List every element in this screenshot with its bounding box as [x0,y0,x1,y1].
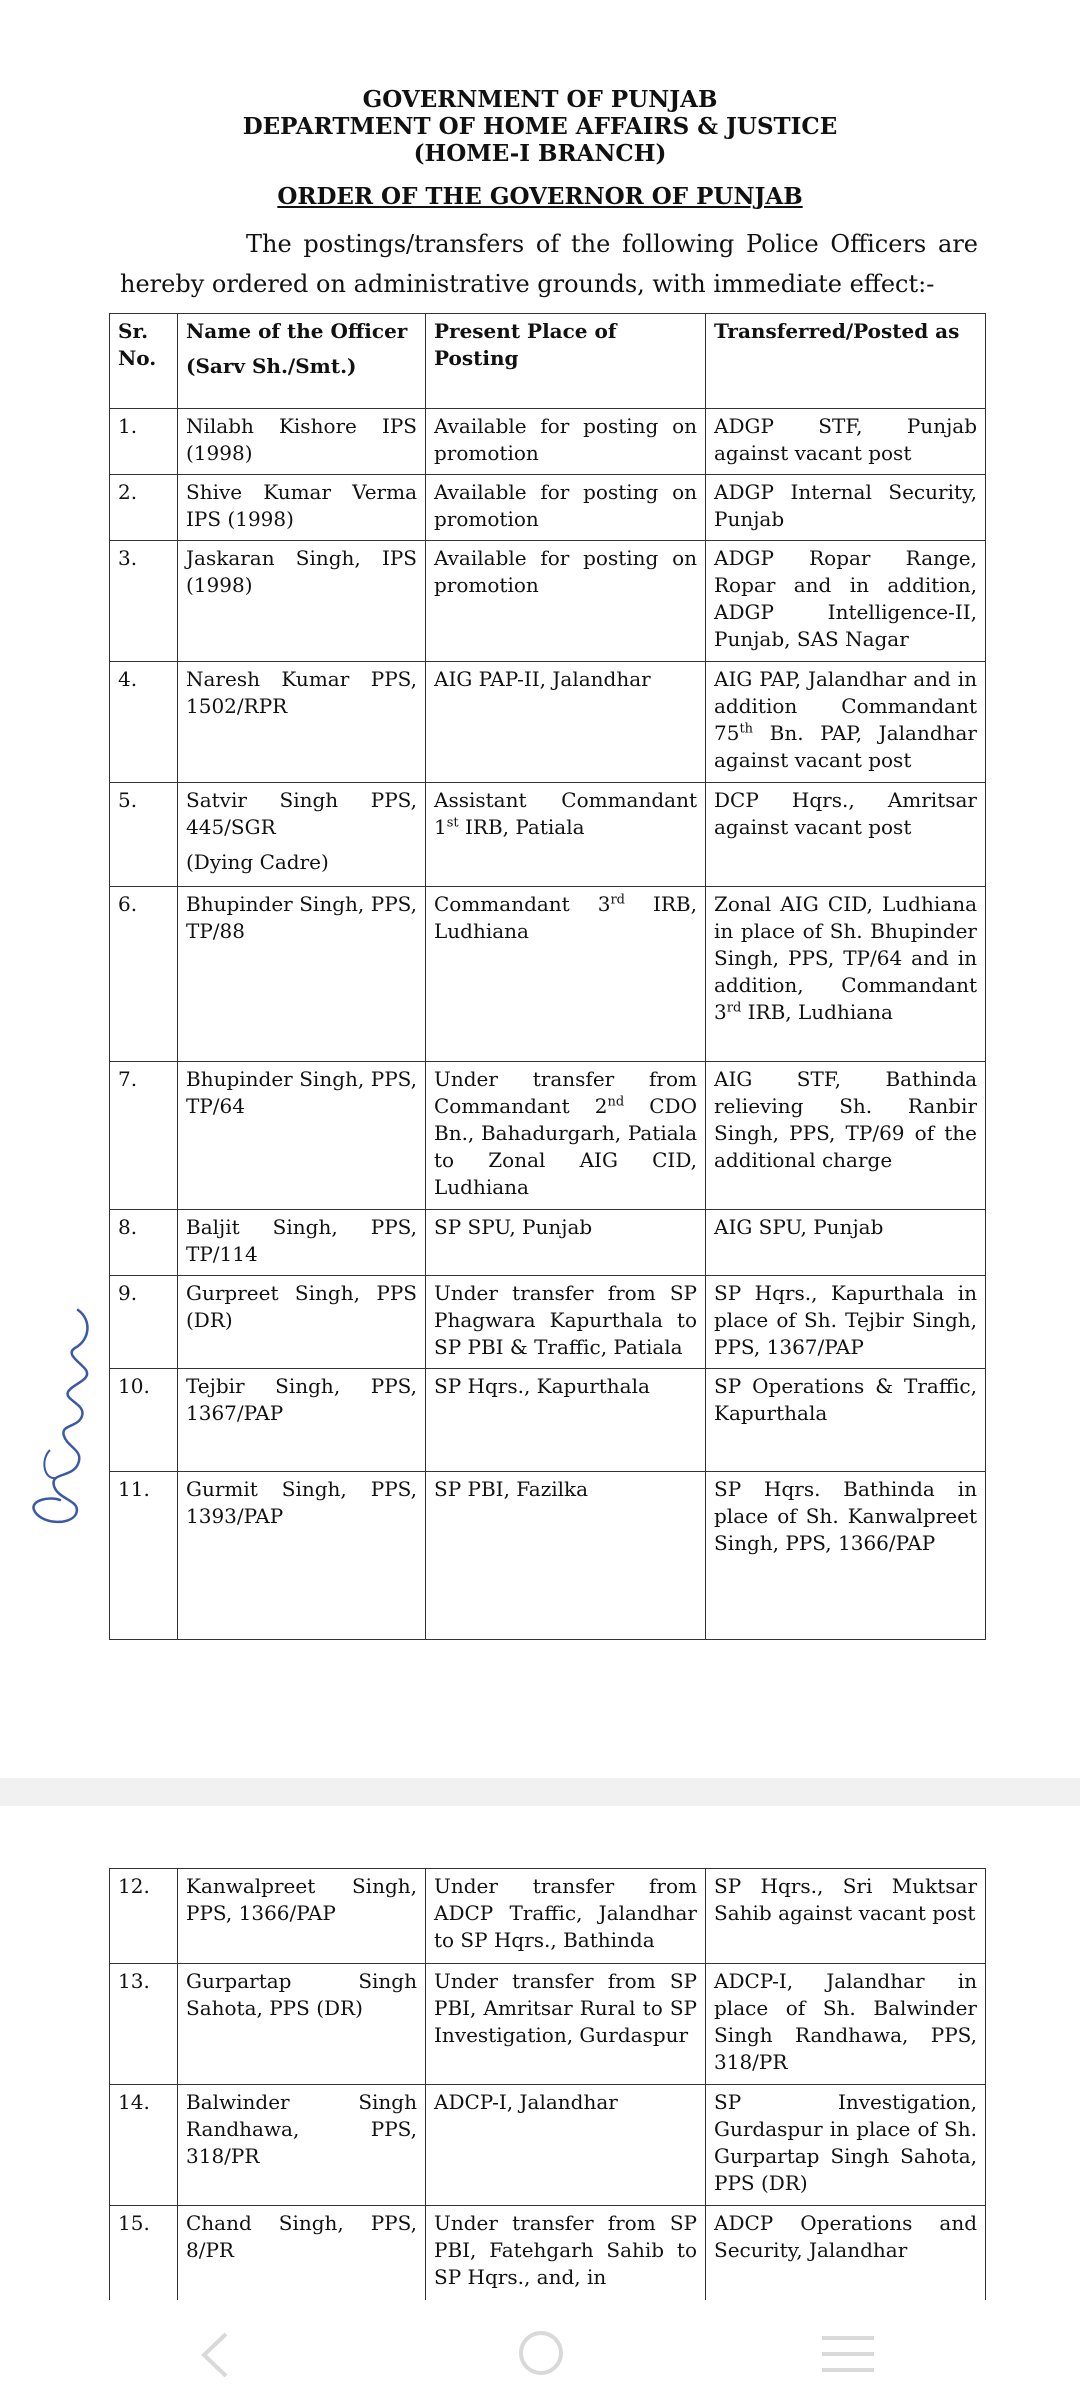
cell-name: Baljit Singh, PPS, TP/114 [178,1210,426,1276]
cell-name: Bhupinder Singh, PPS, TP/64 [178,1062,426,1210]
header-government: GOVERNMENT OF PUNJAB [362,86,718,113]
cell-name: Bhupinder Singh, PPS, TP/88 [178,887,426,1062]
table-row [110,1210,986,1276]
recents-icon[interactable] [820,2334,876,2374]
cell-text: Commandant 3 [434,892,611,916]
cell-name-sub: (Dying Cadre) [186,850,329,874]
table-row [110,887,986,1062]
ordinal-suffix: st [446,815,459,831]
cell-name: Gurpartap Singh Sahota, PPS (DR) [178,1964,426,2085]
header-branch: (HOME-I BRANCH) [413,140,667,167]
table-row [110,1062,986,1210]
cell-present: AIG PAP-II, Jalandhar [426,662,706,783]
table-row [110,2206,986,2301]
cell-name: Gurmit Singh, PPS, 1393/PAP [178,1472,426,1640]
cell-present [426,887,706,1062]
cell-transferred: SP Investigation, Gurdaspur in place of Sh. Gurpartap Singh Sahota, PPS (DR) [706,2085,986,2206]
header-department: DEPARTMENT OF HOME AFFAIRS & JUSTICE [242,113,838,140]
table-row [110,541,986,662]
cell-present [426,783,706,887]
cell-transferred: AIG STF, Bathinda relieving Sh. Ranbir Singh, PPS, TP/69 of the additional charge [706,1062,986,1210]
cell-present [426,1062,706,1210]
cell-sr: 6. [110,887,178,1062]
cell-text: Bn. PAP, Jalandhar against vacant post [714,721,977,772]
cell-sr: 11. [110,1472,178,1640]
cell-text: Assistant Commandant 1 [434,788,697,839]
cell-transferred: SP Hqrs., Sri Muktsar Sahib against vacant post [706,1869,986,1964]
ordinal-suffix: rd [726,1000,742,1016]
header-sr: Sr. No. [110,314,178,409]
cell-transferred [706,887,986,1062]
cell-sr: 12. [110,1869,178,1964]
cell-name: Nilabh Kishore IPS (1998) [178,409,426,475]
cell-present: ADCP-I, Jalandhar [426,2085,706,2206]
cell-sr: 2. [110,475,178,541]
cell-sr: 8. [110,1210,178,1276]
page-gap [0,1778,1080,1806]
cell-name: Gurpreet Singh, PPS (DR) [178,1276,426,1369]
table-row [110,1369,986,1472]
ordinal-suffix: th [739,721,754,737]
cell-name: Tejbir Singh, PPS, 1367/PAP [178,1369,426,1472]
cell-name: Naresh Kumar PPS, 1502/RPR [178,662,426,783]
cell-sr: 15. [110,2206,178,2301]
document-page-2 [0,1806,1080,2306]
ordinal-suffix: rd [610,892,625,908]
home-icon[interactable] [516,2328,566,2378]
table-row [110,2085,986,2206]
cell-text: IRB, Ludhiana [741,1000,893,1024]
cell-name-text: Satvir Singh PPS, 445/SGR [186,788,417,839]
cell-present: Under transfer from SP PBI, Fatehgarh Sahib to SP Hqrs., and, in [426,2206,706,2301]
table-row [110,783,986,887]
cell-sr: 4. [110,662,178,783]
cell-sr: 10. [110,1369,178,1472]
cell-name: Chand Singh, PPS, 8/PR [178,2206,426,2301]
cell-text: Under transfer from Commandant 2 [434,1067,697,1118]
cell-text: AIG PAP, Jalandhar and in addition Commandant 75 [714,667,977,745]
system-nav-bar [0,2300,1080,2408]
cell-transferred: ADCP Operations and Security, Jalandhar [706,2206,986,2301]
order-title: ORDER OF THE GOVERNOR OF PUNJAB [277,183,803,210]
cell-sr: 3. [110,541,178,662]
cell-present: Under transfer from ADCP Traffic, Jalandhar to SP Hqrs., Bathinda [426,1869,706,1964]
cell-name: Kanwalpreet Singh, PPS, 1366/PAP [178,1869,426,1964]
signature-icon [20,1300,100,1530]
cell-present: Under transfer from SP PBI, Amritsar Rural to SP Investigation, Gurdaspur [426,1964,706,2085]
header-present: Present Place of Posting [426,314,706,409]
cell-present: SP Hqrs., Kapurthala [426,1369,706,1472]
header-name [178,314,426,409]
cell-text: IRB, Patiala [458,815,585,839]
cell-transferred [706,662,986,783]
ordinal-suffix: nd [607,1094,625,1110]
cell-name: Jaskaran Singh, IPS (1998) [178,541,426,662]
cell-sr: 5. [110,783,178,887]
cell-sr: 9. [110,1276,178,1369]
cell-transferred: ADCP-I, Jalandhar in place of Sh. Balwinder Singh Randhawa, PPS, 318/PR [706,1964,986,2085]
cell-transferred: DCP Hqrs., Amritsar against vacant post [706,783,986,887]
cell-text: CDO Bn., Bahadurgarh, Patiala to Zonal AIG CID, Ludhiana [434,1094,697,1199]
transfer-table [109,313,986,1640]
header-name-label: Name of the Officer [186,319,408,343]
cell-sr: 7. [110,1062,178,1210]
header-transferred: Transferred/Posted as [706,314,986,409]
cell-present: SP SPU, Punjab [426,1210,706,1276]
cell-name: Balwinder Singh Randhawa, PPS, 318/PR [178,2085,426,2206]
table-row [110,1869,986,1964]
cell-name: Shive Kumar Verma IPS (1998) [178,475,426,541]
cell-transferred: SP Hqrs. Bathinda in place of Sh. Kanwalpreet Singh, PPS, 1366/PAP [706,1472,986,1640]
cell-present: Available for posting on promotion [426,475,706,541]
table-header-row [110,314,986,409]
table-row [110,1472,986,1640]
table-row [110,475,986,541]
cell-sr: 1. [110,409,178,475]
cell-sr: 13. [110,1964,178,2085]
cell-present: Under transfer from SP Phagwara Kapurthala to SP PBI & Traffic, Patiala [426,1276,706,1369]
table-row [110,1964,986,2085]
intro-paragraph: The postings/transfers of the following Police Officers are hereby ordered on administrative grounds, with immediate effect:- [120,230,978,298]
back-icon[interactable] [190,2330,240,2380]
cell-transferred: ADGP STF, Punjab against vacant post [706,409,986,475]
table-row [110,1276,986,1369]
cell-present: SP PBI, Fazilka [426,1472,706,1640]
cell-name [178,783,426,887]
table-row [110,662,986,783]
transfer-table-continued [109,1868,986,2301]
cell-text: Zonal AIG CID, Ludhiana in place of Sh. Bhupinder Singh, PPS, TP/64 and in addition, Commandant 3 [714,892,977,1024]
cell-transferred: ADGP Internal Security, Punjab [706,475,986,541]
cell-sr: 14. [110,2085,178,2206]
cell-transferred: ADGP Ropar Range, Ropar and in addition, ADGP Intelligence-II, Punjab, SAS Nagar [706,541,986,662]
header-name-sub: (Sarv Sh./Smt.) [186,354,357,378]
table-row [110,409,986,475]
cell-transferred: SP Hqrs., Kapurthala in place of Sh. Tejbir Singh, PPS, 1367/PAP [706,1276,986,1369]
cell-text: IRB, Ludhiana [434,892,697,943]
cell-present: Available for posting on promotion [426,541,706,662]
cell-present: Available for posting on promotion [426,409,706,475]
cell-transferred: AIG SPU, Punjab [706,1210,986,1276]
cell-transferred: SP Operations & Traffic, Kapurthala [706,1369,986,1472]
